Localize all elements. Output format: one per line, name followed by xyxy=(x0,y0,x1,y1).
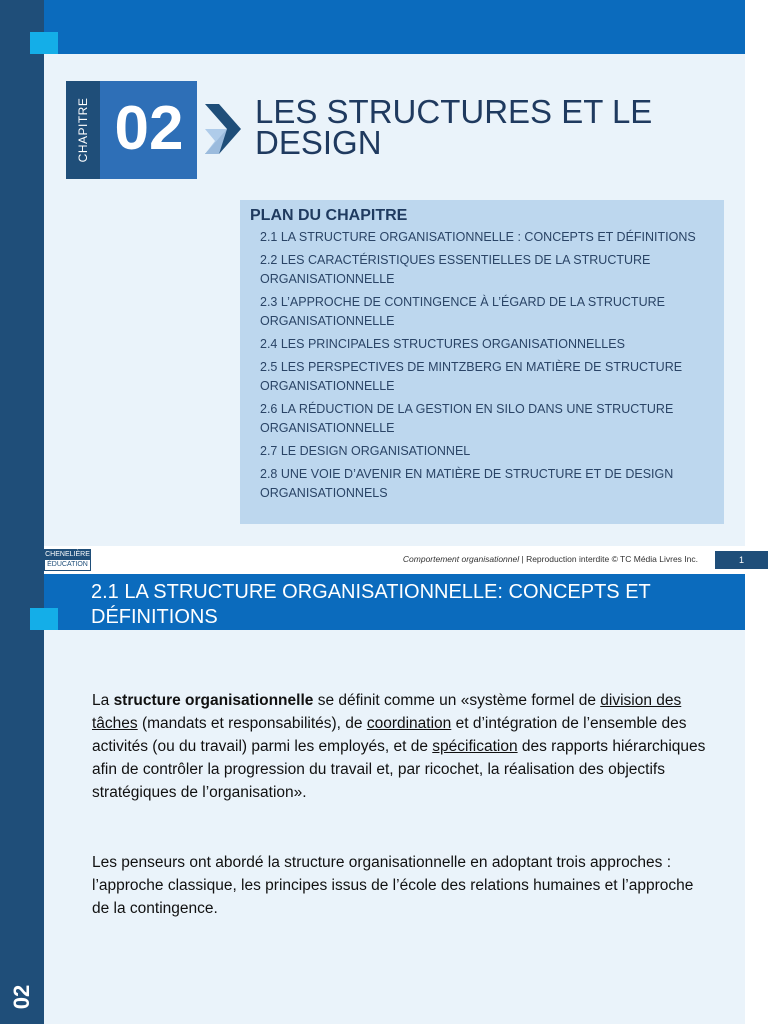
text-run: des rapports hiérarchiques afin de contrôler la progression du travail et, par ricochet, la réalisation des objectifs stratégiques de l’organisation». xyxy=(92,738,706,801)
footer-text xyxy=(403,554,698,564)
footer-sidebar xyxy=(0,546,44,574)
plan-title: PLAN DU CHAPITRE xyxy=(250,207,408,224)
page-number: 1 xyxy=(715,551,768,569)
slide-2-sidebar xyxy=(0,574,44,1024)
slide-2-right-margin xyxy=(745,574,768,1024)
logo-bottom-text: ÉDUCATION xyxy=(47,561,88,568)
accent-square xyxy=(30,608,58,630)
text-run: (mandats et responsabilités), de xyxy=(137,715,367,732)
slide-footer xyxy=(0,546,768,574)
definition-paragraph xyxy=(92,689,712,804)
approaches-paragraph: Les penseurs ont abordé la structure organisationnelle en adoptant trois approches : l’approche classique, les principes issus de l’école des relations humaines et l’approche de la contingence. xyxy=(92,854,694,917)
bold-term: structure organisationnelle xyxy=(113,692,314,709)
plan-item: 2.8 UNE VOIE D’AVENIR EN MATIÈRE DE STRUCTURE ET DE DESIGN ORGANISATIONNELS xyxy=(260,467,674,500)
book-title: Comportement organisationnel xyxy=(402,554,520,564)
plan-item: 2.2 LES CARACTÉRISTIQUES ESSENTIELLES DE LA STRUCTURE ORGANISATIONNELLE xyxy=(260,253,651,286)
chapter-number: 02 xyxy=(114,94,184,163)
plan-item: 2.4 LES PRINCIPALES STRUCTURES ORGANISATIONNELLES xyxy=(260,337,625,351)
footer-separator: | xyxy=(519,554,527,564)
plan-list xyxy=(260,228,714,503)
plan-item: 2.7 LE DESIGN ORGANISATIONNEL xyxy=(260,444,471,458)
logo-top-text: CHENELIÈRE xyxy=(45,551,90,558)
copyright: Reproduction interdite © TC Média Livres Inc. xyxy=(526,554,698,564)
side-chapter-number: 02 xyxy=(9,984,35,1010)
publisher-logo xyxy=(44,549,91,571)
underlined-term: coordination xyxy=(366,715,452,732)
plan-item: 2.3 L’APPROCHE DE CONTINGENCE À L’ÉGARD DE LA STRUCTURE ORGANISATIONNELLE xyxy=(260,295,665,328)
slide-1-sidebar xyxy=(0,0,44,546)
chapter-title: LES STRUCTURES ET LE DESIGN xyxy=(255,93,653,161)
slide-1-right-margin xyxy=(745,0,768,546)
text-run: La xyxy=(92,692,114,709)
chapter-plan xyxy=(240,200,724,524)
underlined-term: division des tâches xyxy=(92,692,682,732)
slide-1-top-bar xyxy=(44,0,745,54)
underlined-term: spécification xyxy=(432,738,518,755)
text-run: se définit comme un «système formel de xyxy=(313,692,601,709)
plan-item: 2.6 LA RÉDUCTION DE LA GESTION EN SILO DANS UNE STRUCTURE ORGANISATIONNELLE xyxy=(260,402,674,435)
accent-square xyxy=(30,32,58,54)
text-run: et d’intégration de l’ensemble des activités (ou du travail) parmi les employés, et de xyxy=(92,715,687,755)
chapter-label-box xyxy=(66,81,100,179)
chapter-label: CHAPITRE xyxy=(76,97,90,163)
slide-2 xyxy=(0,574,768,1024)
chevron-right-icon xyxy=(205,104,241,154)
plan-item: 2.1 LA STRUCTURE ORGANISATIONNELLE : CONCEPTS ET DÉFINITIONS xyxy=(260,230,696,244)
section-title: 2.1 LA STRUCTURE ORGANISATIONNELLE: CONCEPTS ET DÉFINITIONS xyxy=(91,581,651,628)
plan-item: 2.5 LES PERSPECTIVES DE MINTZBERG EN MATIÈRE DE STRUCTURE ORGANISATIONNELLE xyxy=(260,360,683,393)
